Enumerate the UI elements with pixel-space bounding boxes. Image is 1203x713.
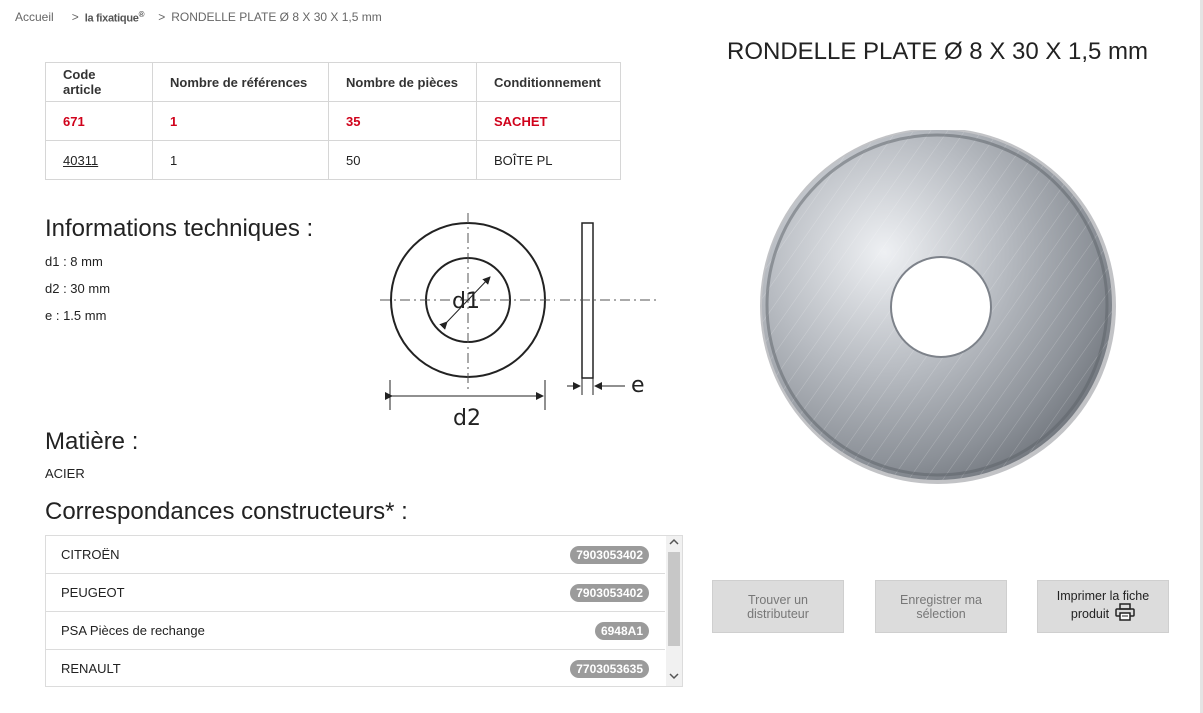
spec-e: e : 1.5 mm — [45, 308, 107, 323]
table-row[interactable] — [46, 102, 621, 141]
column-header-packaging: Conditionnement — [477, 63, 621, 102]
save-selection-button[interactable] — [875, 580, 1007, 633]
breadcrumb-separator: > — [158, 10, 166, 24]
cell-pieces: 35 — [329, 102, 477, 141]
material-title: Matière : — [45, 428, 139, 455]
reference-badge: 6948A1 — [595, 622, 649, 640]
breadcrumb-home[interactable]: Accueil — [15, 10, 54, 24]
cell-code: 671 — [46, 102, 153, 141]
spec-d1: d1 : 8 mm — [45, 254, 103, 269]
tech-info-title: Informations techniques : — [45, 215, 314, 242]
technical-drawing — [375, 210, 665, 430]
table-row — [46, 141, 621, 180]
print-sheet-button[interactable] — [1037, 580, 1169, 633]
cell-pieces: 50 — [329, 141, 477, 180]
product-title: RONDELLE PLATE Ø 8 X 30 X 1,5 mm — [727, 38, 1149, 65]
e-label: e — [631, 373, 645, 398]
breadcrumb-brand[interactable] — [85, 10, 144, 25]
printer-icon — [1115, 603, 1135, 624]
reference-badge: 7703053635 — [570, 660, 649, 678]
manufacturer-name: PSA Pièces de rechange — [61, 623, 205, 638]
manufacturer-name: RENAULT — [61, 661, 121, 676]
scrollbar-thumb[interactable] — [668, 552, 680, 646]
correspondances-title: Correspondances constructeurs* : — [45, 498, 408, 525]
cell-packaging: SACHET — [477, 102, 621, 141]
column-header-code: Code article — [46, 63, 153, 102]
cell-code-link[interactable]: 40311 — [46, 141, 153, 180]
column-header-pieces: Nombre de pièces — [329, 63, 477, 102]
references-table — [45, 62, 621, 180]
save-selection-label-line2: sélection — [916, 606, 966, 621]
list-scrollbar[interactable] — [666, 536, 682, 686]
cell-references: 1 — [153, 141, 329, 180]
cell-packaging: BOÎTE PL — [477, 141, 621, 180]
list-item — [46, 650, 665, 687]
find-distributor-label-line1: Trouver un — [748, 592, 808, 607]
save-selection-label-line1: Enregistrer ma — [900, 592, 982, 607]
washer-photo — [760, 130, 1120, 490]
find-distributor-label-line2: distributeur — [747, 606, 809, 621]
find-distributor-button[interactable] — [712, 580, 844, 633]
breadcrumb-separator: > — [71, 10, 79, 24]
list-item — [46, 536, 665, 574]
chevron-up-icon[interactable] — [666, 536, 682, 552]
material-value: ACIER — [45, 466, 85, 481]
column-header-references: Nombre de références — [153, 63, 329, 102]
reference-badge: 7903053402 — [570, 584, 649, 602]
d1-label: d1 — [452, 289, 480, 314]
breadcrumb-current: RONDELLE PLATE Ø 8 X 30 X 1,5 mm — [171, 10, 382, 24]
chevron-down-icon[interactable] — [666, 670, 682, 686]
brand-registered-mark: ® — [138, 10, 145, 19]
brand-name: la fixatique — [84, 12, 139, 25]
table-header-row — [46, 63, 621, 102]
cell-references: 1 — [153, 102, 329, 141]
list-item — [46, 574, 665, 612]
manufacturer-name: CITROËN — [61, 547, 120, 562]
spec-d2: d2 : 30 mm — [45, 281, 111, 296]
breadcrumb — [15, 10, 382, 25]
list-item — [46, 612, 665, 650]
correspondances-list[interactable] — [45, 535, 683, 687]
manufacturer-name: PEUGEOT — [61, 585, 125, 600]
reference-badge: 7903053402 — [570, 546, 649, 564]
print-sheet-label-line2: produit — [1070, 606, 1110, 621]
d2-label: d2 — [453, 406, 481, 430]
print-sheet-label-line1: Imprimer la fiche — [1056, 589, 1150, 603]
